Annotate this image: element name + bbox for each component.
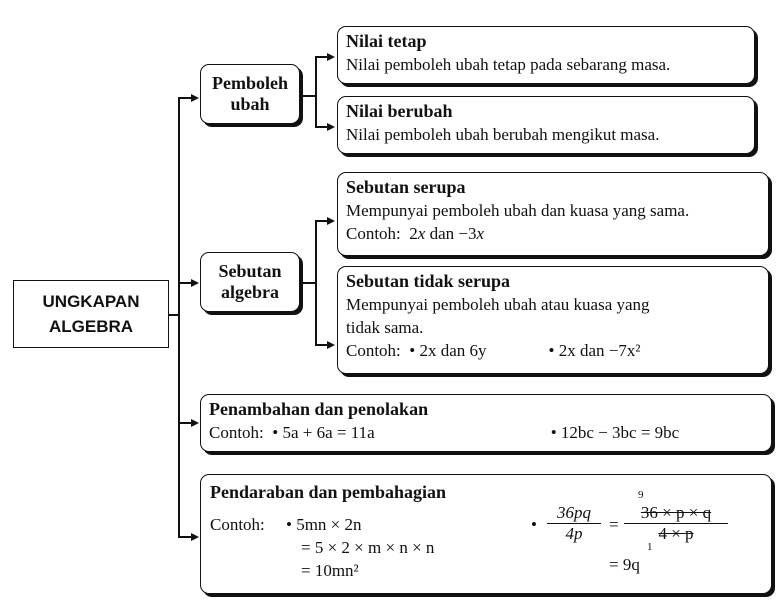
leaf-tidak-example — [346, 339, 760, 362]
category-sebutan-algebra — [200, 252, 300, 312]
arrow-sebutan — [191, 279, 199, 287]
darab-fraction-left — [547, 503, 601, 544]
frac-denominator: 4p — [565, 524, 583, 543]
arrow-darab — [191, 533, 199, 541]
root-line1: UNGKAPAN — [42, 292, 140, 311]
tambah-ex2: • 12bc − 3bc = 9bc — [550, 423, 680, 442]
leaf-penambahan-penolakan — [200, 394, 772, 452]
darab-ex1-line1: • 5mn × 2n — [286, 515, 362, 534]
darab-fraction-cancel — [624, 503, 728, 544]
main-trunk — [178, 97, 180, 537]
branch-tambah — [178, 422, 192, 424]
darab-title: Pendaraban dan pembahagian — [210, 482, 447, 502]
root-line2: ALGEBRA — [48, 317, 134, 336]
darab-equals: = — [609, 515, 619, 534]
serupa-ex-mid: dan −3 — [425, 224, 477, 243]
leaf-tetap-text: Nilai pemboleh ubah tetap pada sebarang masa. — [346, 55, 671, 74]
darab-ex1-line2: = 5 × 2 × m × n × n — [301, 538, 435, 557]
darab-ex1-line3: = 10mn² — [301, 561, 359, 580]
category-sebutan-line2: algebra — [221, 282, 279, 302]
leaf-serupa-title: Sebutan serupa — [346, 177, 466, 197]
leaf-sebutan-tidak-serupa — [337, 266, 769, 374]
serupa-ex-var: x — [417, 224, 426, 243]
leaf-tambah-title: Penambahan dan penolakan — [209, 399, 429, 419]
leaf-berubah-title: Nilai berubah — [346, 101, 453, 121]
root-node — [13, 280, 169, 348]
leaf-tetap-title: Nilai tetap — [346, 31, 427, 51]
leaf-sebutan-serupa — [337, 172, 769, 256]
arrow-tetap — [327, 53, 335, 61]
tidak-example-label: Contoh: — [346, 341, 401, 360]
leaf-tambah-example — [209, 421, 763, 444]
serupa-example-label: Contoh: — [346, 224, 401, 243]
frac-numerator: 36pq — [547, 503, 601, 524]
tidak-ex2: • 2x dan −7x² — [548, 341, 641, 360]
category-sebutan-line1: Sebutan — [218, 261, 282, 281]
sebutan-trunk — [315, 220, 317, 345]
pemboleh-trunk — [315, 56, 317, 127]
tidak-ex1: • 2x dan 6y — [409, 341, 487, 360]
category-pemboleh-line2: ubah — [230, 94, 270, 114]
leaf-nilai-tetap — [337, 26, 755, 84]
leaf-tidak-text2: tidak sama. — [346, 318, 424, 337]
leaf-nilai-berubah — [337, 96, 755, 154]
tambah-ex1: • 5a + 6a = 11a — [272, 423, 375, 442]
cancel-bottom-label: 1 — [647, 541, 653, 553]
leaf-tidak-text1: Mempunyai pemboleh ubah atau kuasa yang — [346, 295, 650, 314]
branch-sebutan — [178, 282, 192, 284]
sebutan-out — [300, 282, 316, 284]
category-pemboleh-ubah — [200, 64, 300, 124]
category-pemboleh-line1: Pemboleh — [212, 73, 288, 93]
cancel-top-label: 9 — [638, 489, 644, 501]
serupa-ex-a: 2 — [409, 224, 418, 243]
leaf-berubah-text: Nilai pemboleh ubah berubah mengikut masa. — [346, 125, 660, 144]
leaf-serupa-example — [346, 222, 760, 245]
leaf-serupa-text: Mempunyai pemboleh ubah dan kuasa yang sama. — [346, 201, 690, 220]
arrow-serupa — [327, 217, 335, 225]
cancel-denominator: 4 × p — [658, 524, 694, 543]
darab-example-label: Contoh: — [210, 515, 265, 534]
darab-bullet: • — [531, 515, 537, 534]
pemboleh-out — [300, 95, 316, 97]
cancel-numerator: 36 × p × q — [624, 503, 728, 524]
arrow-berubah — [327, 123, 335, 131]
darab-result: = 9q — [609, 555, 640, 574]
leaf-tidak-title: Sebutan tidak serupa — [346, 271, 511, 291]
leaf-pendaraban-pembahagian — [200, 474, 772, 594]
branch-darab — [178, 536, 192, 538]
arrow-tidak-serupa — [327, 341, 335, 349]
tambah-example-label: Contoh: — [209, 423, 264, 442]
serupa-ex-var2: x — [476, 224, 485, 243]
arrow-pemboleh — [191, 94, 199, 102]
branch-pemboleh — [178, 97, 192, 99]
arrow-tambah — [191, 419, 199, 427]
